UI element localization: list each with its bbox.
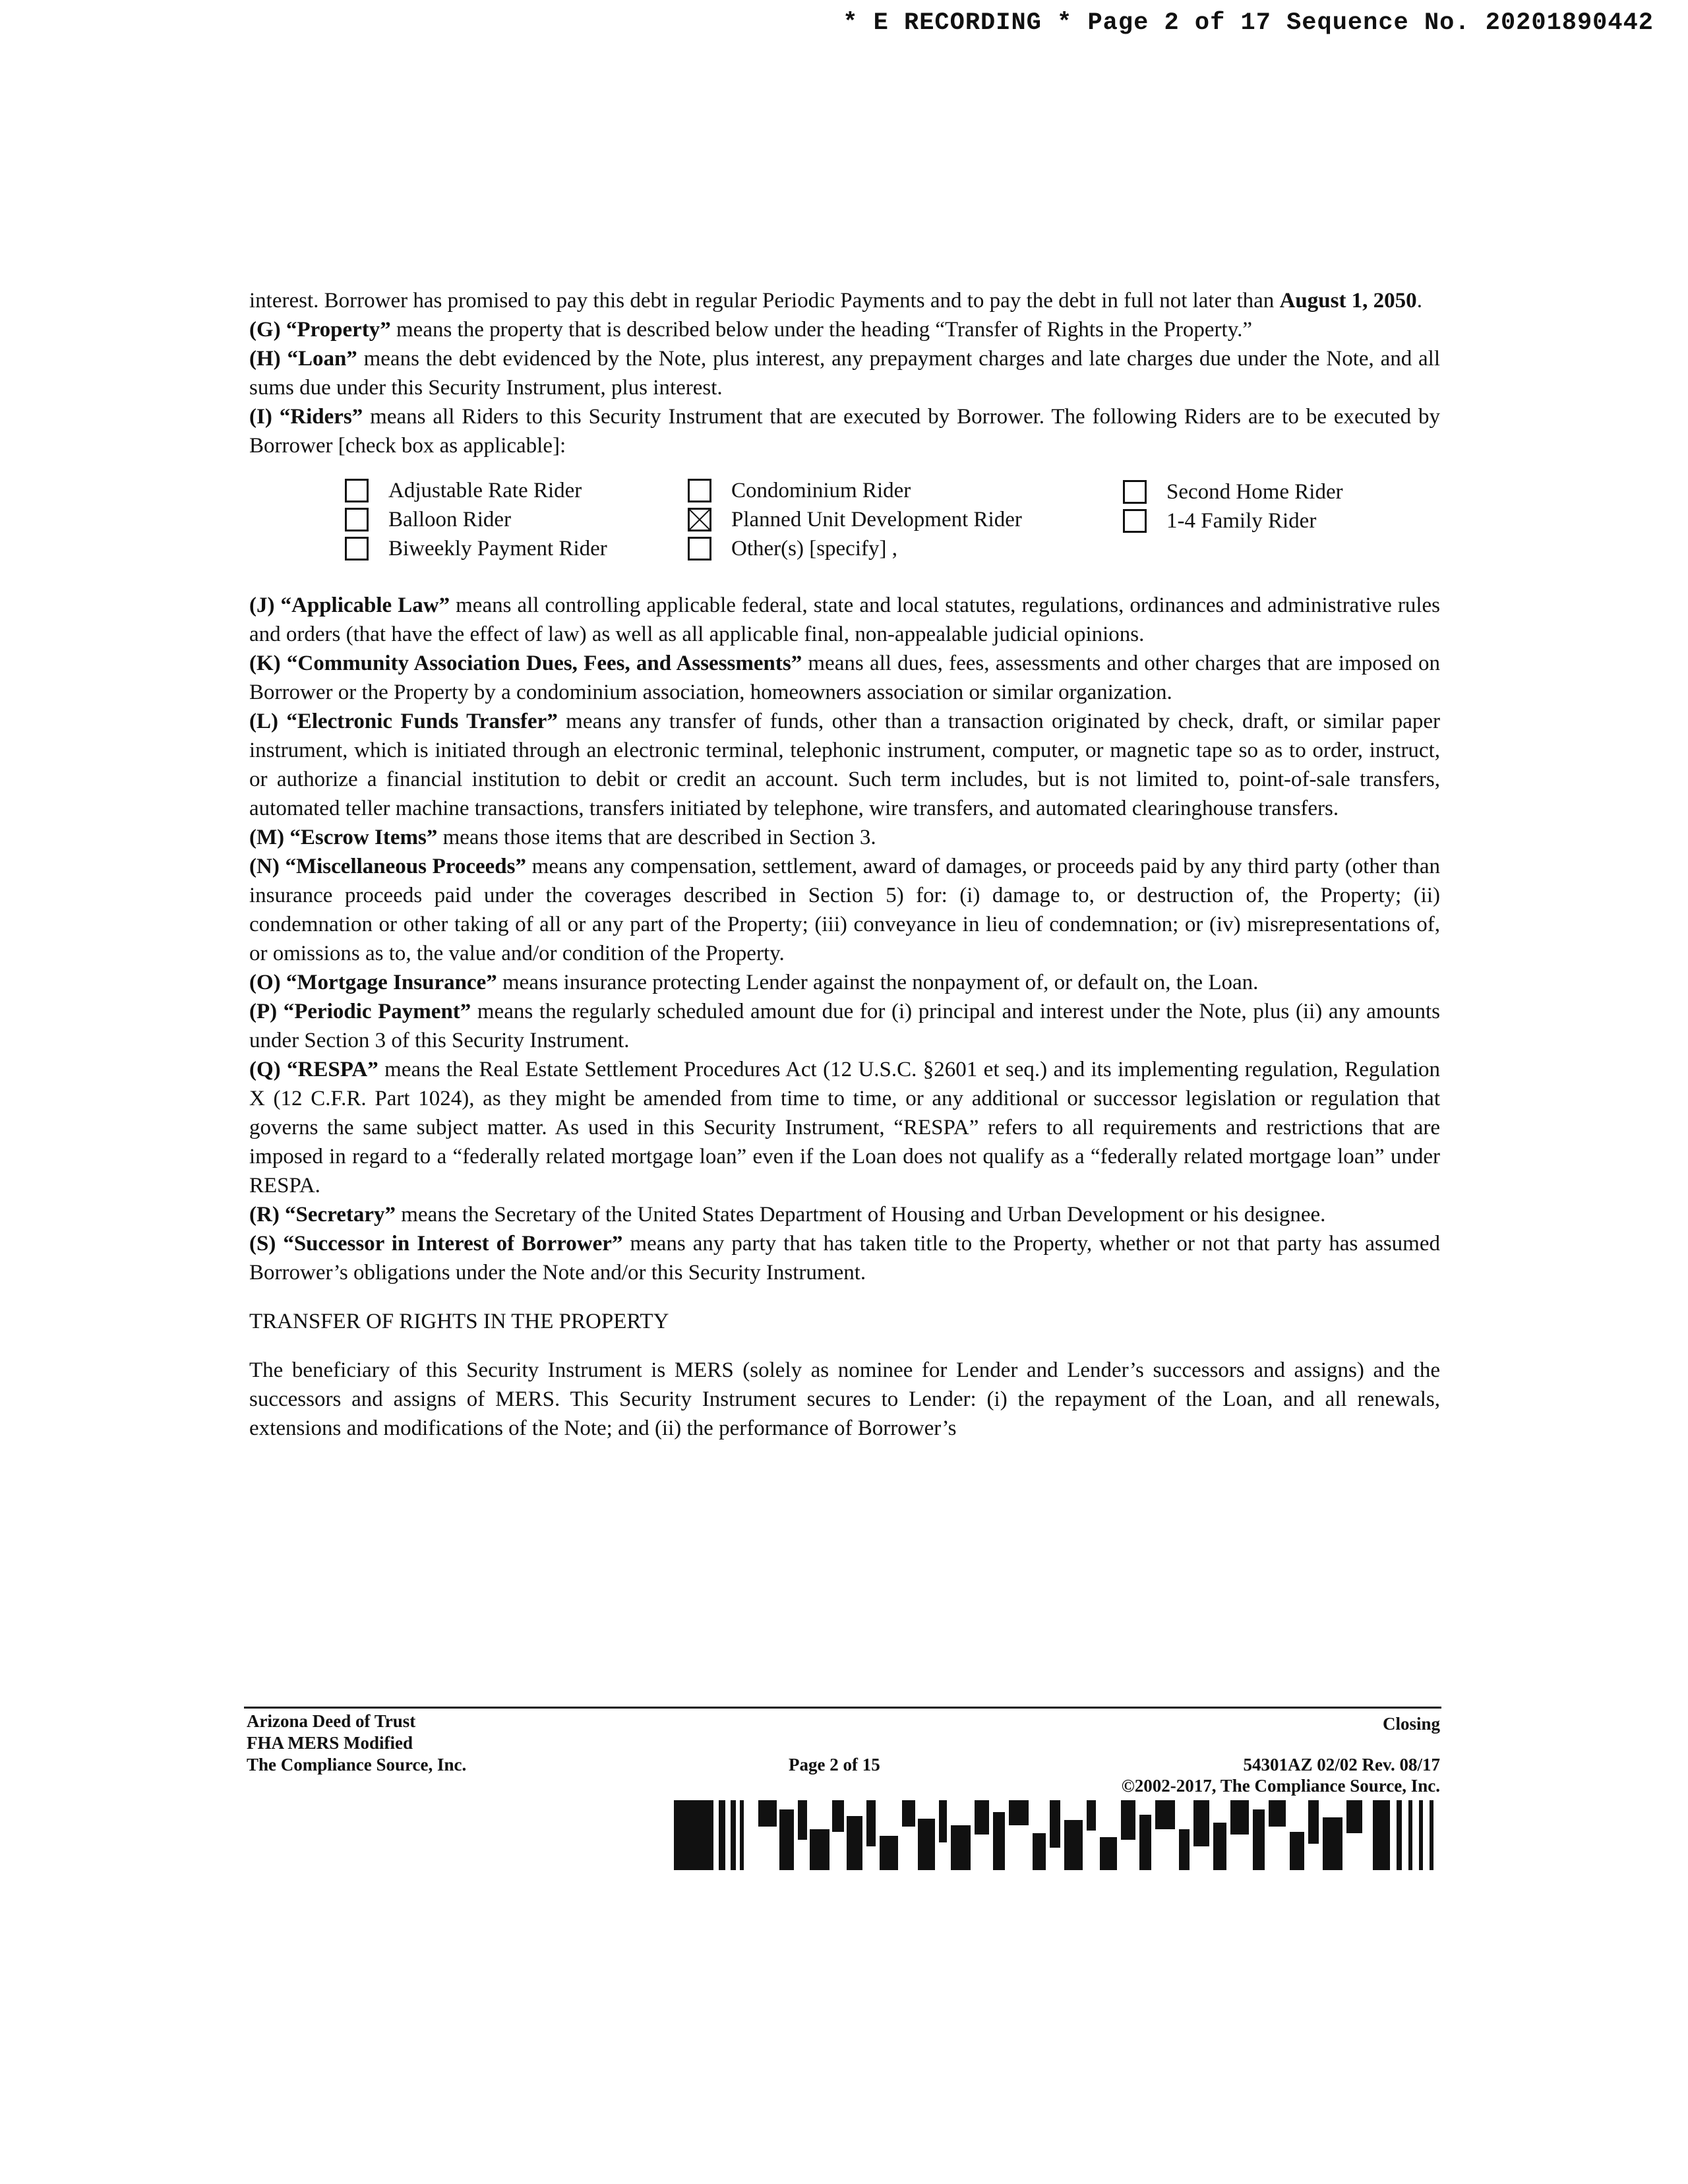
document-body: [249, 286, 1440, 1443]
rider-1-4-family[interactable]: 1-4 Family Rider: [1123, 506, 1316, 535]
definition-n: (N) “Miscellaneous Proceeds” means any compensation, settlement, award of damages, or proceeds paid by any third party (other than insurance proceeds paid under the coverages described in Section 5) for: (i) damage to, or destruction of, the Property; (ii) condemnation or other taking of all or any part of the Property; (iii) conveyance in lieu of condemnation; or (iv) misrepresentations of, or omissions as to, the value and/or condition of the Property.: [249, 855, 1440, 965]
rider-condominium[interactable]: Condominium Rider: [688, 476, 911, 505]
checkbox-icon[interactable]: [345, 537, 369, 561]
rider-balloon[interactable]: Balloon Rider: [345, 505, 511, 534]
definition-o: (O) “Mortgage Insurance” means insurance protecting Lender against the nonpayment of, or default on, the Loan.: [249, 971, 1259, 994]
footer-status: Closing: [1382, 1714, 1440, 1734]
riders-checklist: [249, 476, 1440, 575]
footer-divider: [244, 1707, 1441, 1709]
definition-r: (R) “Secretary” means the Secretary of the United States Department of Housing and Urban Development or his designee.: [249, 1203, 1326, 1227]
section-heading: TRANSFER OF RIGHTS IN THE PROPERTY: [249, 1310, 669, 1333]
rider-adjustable-rate[interactable]: Adjustable Rate Rider: [345, 476, 582, 505]
paragraph-intro: interest. Borrower has promised to pay this debt in regular Periodic Payments and to pay the debt in full not later than August 1, 2050.: [249, 289, 1422, 313]
footer-form-info: Arizona Deed of Trust FHA MERS Modified The Compliance Source, Inc.: [247, 1711, 467, 1774]
definition-g: (G) “Property” means the property that is described below under the heading “Transfer of Rights in the Property.”: [249, 318, 1252, 342]
definition-l: (L) “Electronic Funds Transfer” means any transfer of funds, other than a transaction originated by check, draft, or similar paper instrument, which is initiated through an electronic terminal, telephonic instrument, computer, or magnetic tape so as to order, instruct, or authorize a financial institution to debit or credit an account. Such term includes, but is not limited to, point-of-sale transfers, automated teller machine transactions, transfers initiated by telephone, wire transfers, and automated clearinghouse transfers.: [249, 710, 1440, 820]
definition-m: (M) “Escrow Items” means those items that are described in Section 3.: [249, 826, 876, 849]
definition-k: (K) “Community Association Dues, Fees, and Assessments” means all dues, fees, assessments and other charges that are imposed on Borrower or the Property by a condominium association, homeowners association or similar organization.: [249, 652, 1440, 704]
definition-j: (J) “Applicable Law” means all controlling applicable federal, state and local statutes, regulations, ordinances and administrative rules and orders (that have the effect of law) as well as all applicable final, non-appealable judicial opinions.: [249, 593, 1440, 646]
checkbox-icon[interactable]: [345, 508, 369, 531]
rider-second-home[interactable]: Second Home Rider: [1123, 477, 1343, 506]
definition-p: (P) “Periodic Payment” means the regularly scheduled amount due for (i) principal and interest under the Note, plus (ii) any amounts under Section 3 of this Security Instrument.: [249, 1000, 1441, 1052]
definition-q: (Q) “RESPA” means the Real Estate Settlement Procedures Act (12 U.S.C. §2601 et seq.) and its implementing regulation, Regulation X (12 C.F.R. Part 1024), as they might be amended from time to time, or any additional or successor legislation or regulation that governs the same subject matter. As used in this Security Instrument, “RESPA” refers to all requirements and restrictions that are imposed in regard to a “federally related mortgage loan” even if the Loan does not qualify as a “federally related mortgage loan” under RESPA.: [249, 1058, 1440, 1198]
transfer-paragraph: The beneficiary of this Security Instrument is MERS (solely as nominee for Lender and Lender’s successors and assigns) and the successors and assigns of MERS. This Security Instrument secures to Lender: (i) the repayment of the Loan, and all renewals, extensions and modifications of the Note; and (ii) the performance of Borrower’s: [249, 1358, 1440, 1440]
definition-h: (H) “Loan” means the debt evidenced by the Note, plus interest, any prepayment charges and late charges due under the Note, and all sums due under this Security Instrument, plus interest.: [249, 347, 1440, 400]
rider-other[interactable]: Other(s) [specify] ,: [688, 534, 897, 563]
footer-form-number: 54301AZ 02/02 Rev. 08/17: [1243, 1755, 1440, 1774]
definition-s: (S) “Successor in Interest of Borrower” means any party that has taken title to the Property, whether or not that party has assumed Borrower’s obligations under the Note and/or this Security Instrument.: [249, 1232, 1441, 1285]
rider-planned-unit-development[interactable]: Planned Unit Development Rider: [688, 505, 1022, 534]
definition-i: (I) “Riders” means all Riders to this Security Instrument that are executed by Borrower. The following Riders are to be executed by Borrower [check box as applicable]:: [249, 405, 1441, 458]
rider-biweekly-payment[interactable]: Biweekly Payment Rider: [345, 534, 607, 563]
footer-page-number: Page 2 of 15: [789, 1755, 880, 1774]
checkbox-icon[interactable]: [688, 537, 711, 561]
checkbox-icon[interactable]: [1123, 480, 1147, 504]
barcode-icon: [674, 1796, 1437, 1870]
checkbox-icon[interactable]: [1123, 509, 1147, 533]
maturity-date: August 1, 2050: [1279, 289, 1417, 313]
checked-checkbox-icon[interactable]: [688, 508, 711, 531]
checkbox-icon[interactable]: [345, 479, 369, 502]
recording-header: * E RECORDING * Page 2 of 17 Sequence No. 20201890442: [843, 9, 1654, 37]
footer-copyright: ©2002-2017, The Compliance Source, Inc.: [1121, 1776, 1440, 1796]
checkbox-icon[interactable]: [688, 479, 711, 502]
